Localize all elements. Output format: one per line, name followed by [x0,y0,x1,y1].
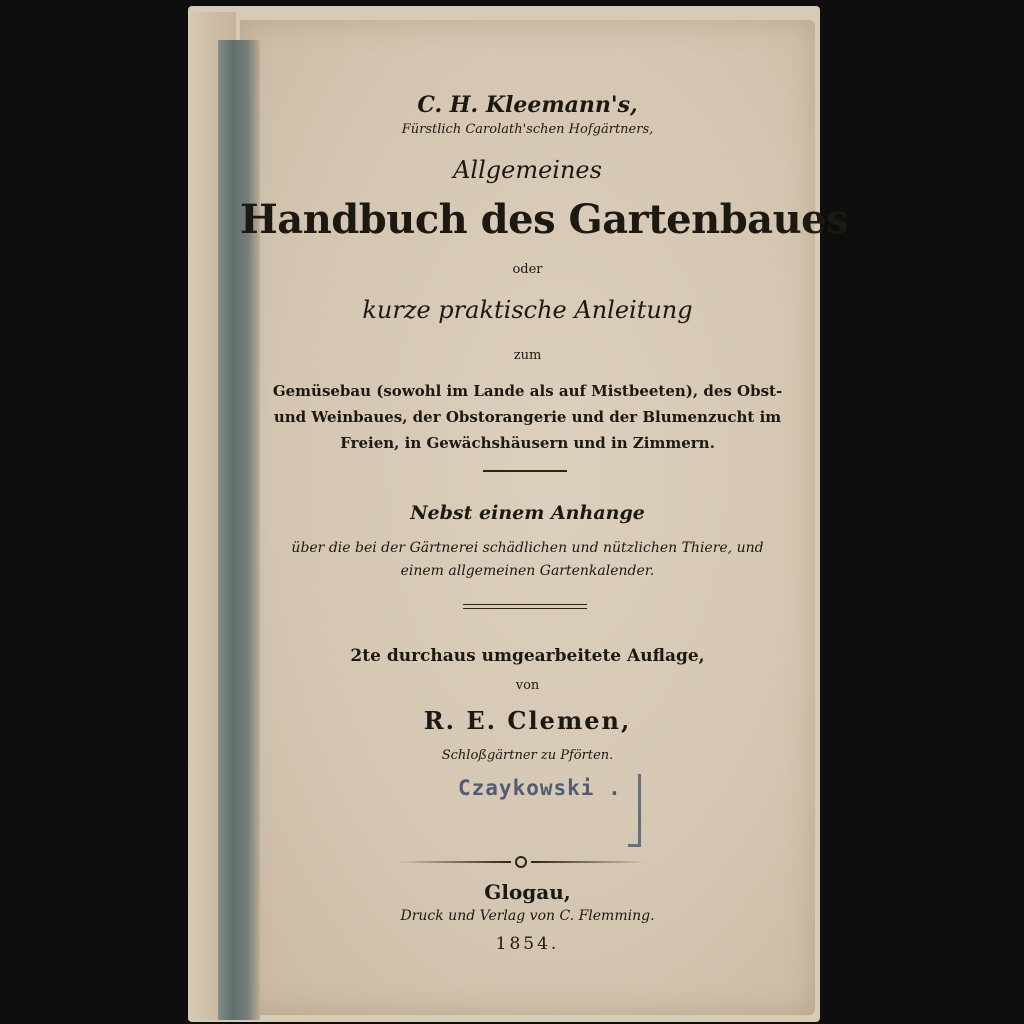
description-line-3: Freien, in Gewächshäusern und in Zimmern. [340,434,715,452]
stamp-bracket-mark [628,774,641,847]
appendix-line-1: über die bei der Gärtnerei schädlichen und nützlichen Thiere, und [291,540,764,556]
appendix-heading: Nebst einem Anhange [410,502,645,524]
publication-place: Glogau, [484,880,571,904]
title-conjunction: oder [512,262,543,277]
double-divider-rule [463,604,587,609]
publisher-line: Druck und Verlag von C. Flemming. [400,908,655,924]
author-name: C. H. Kleemann's, [417,92,638,118]
description-line-2: und Weinbaues, der Obstorangerie und der Blumenzucht im [273,408,782,426]
ornament-divider [396,856,646,868]
binding-fold [218,40,260,1020]
subtitle-zum: zum [513,348,542,363]
edition-statement: 2te durchaus umgearbeitete Auflage, [350,646,705,666]
title-pre: Allgemeines [453,156,602,184]
main-title: Handbuch des Gartenbaues [240,196,849,243]
ownership-stamp: Czaykowski . [458,776,622,800]
subtitle: kurze praktische Anleitung [362,296,693,324]
description-line-1: Gemüsebau (sowohl im Lande als auf Mistbeeten), des Obst- [272,382,783,400]
appendix-line-2: einem allgemeinen Gartenkalender. [400,563,655,579]
publication-year: 1854. [495,934,560,954]
edition-by: von [515,678,540,693]
divider-rule [483,470,567,472]
editor-title: Schloßgärtner zu Pförten. [441,748,614,763]
author-title: Fürstlich Carolath'schen Hofgärtners, [401,122,654,137]
editor-name: R. E. Clemen, [423,706,632,735]
